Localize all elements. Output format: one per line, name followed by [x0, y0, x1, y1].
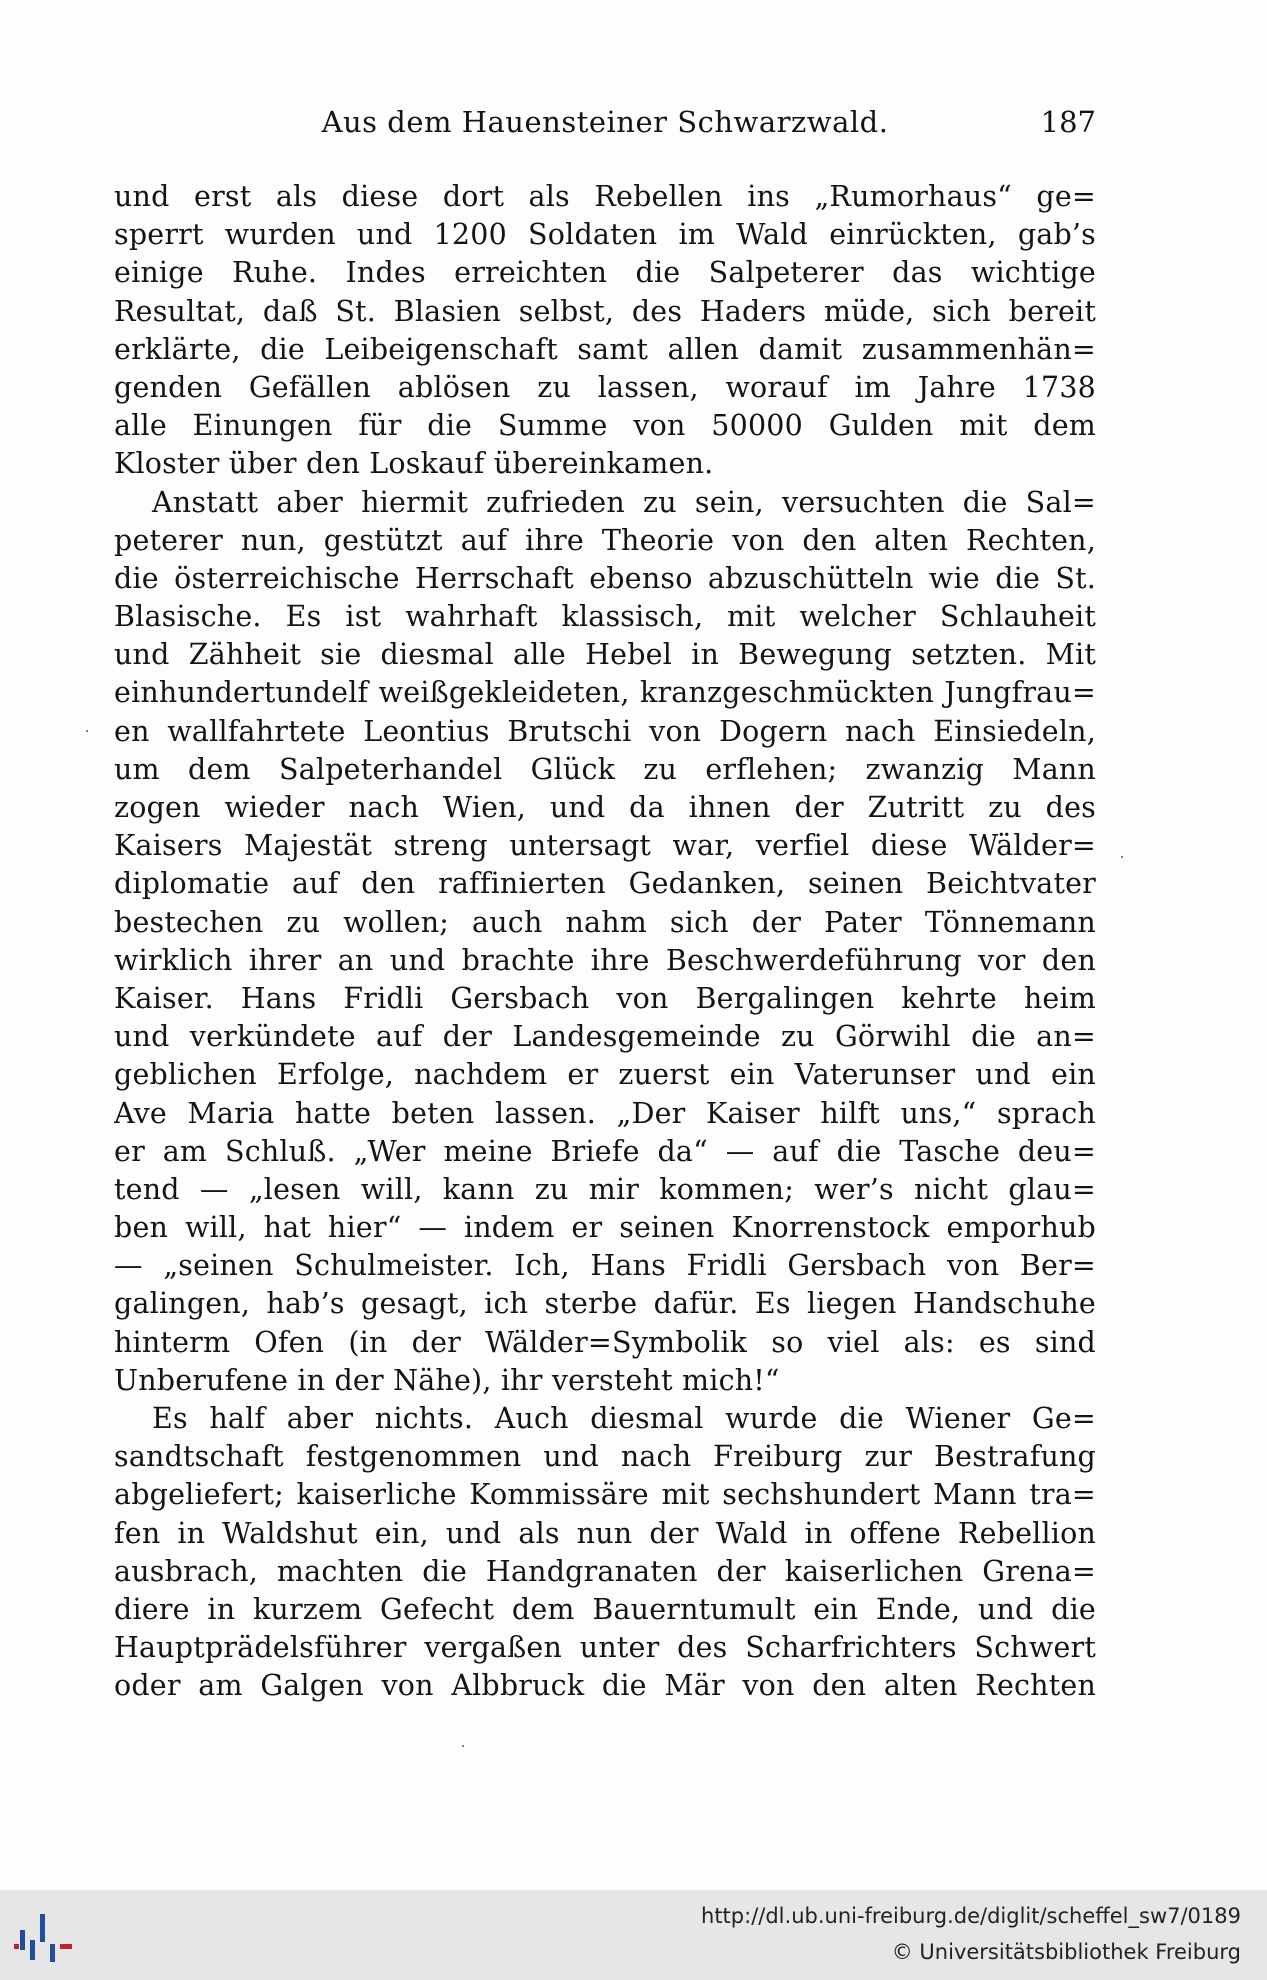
text-line: Hauptprädelsführer vergaßen unter des Scharfrichters Schwert [114, 1631, 1096, 1665]
text-line: oder am Galgen von Albbruck die Mär von den alten Rechten [114, 1669, 1096, 1703]
footer-copyright: © Universitätsbibliothek Freiburg [891, 1940, 1241, 1964]
text-line: Resultat, daß St. Blasien selbst, des Haders müde, sich bereit [114, 294, 1096, 328]
text-line: abgeliefert; kaiserliche Kommissäre mit sechshundert Mann tra= [114, 1478, 1096, 1512]
text-line: genden Gefällen ablösen zu lassen, worauf im Jahre 1738 [114, 370, 1096, 404]
text-line: Kloster über den Loskauf übereinkamen. [114, 447, 714, 481]
text-line: bestechen zu wollen; auch nahm sich der Pater Tönnemann [114, 905, 1096, 939]
text-line: hinterm Ofen (in der Wälder=Symbolik so viel als: es sind [114, 1325, 1096, 1359]
text-line: ben will, hat hier“ — indem er seinen Knorrenstock emporhub [114, 1211, 1096, 1245]
text-line: — „seinen Schulmeister. Ich, Hans Fridli Gersbach von Ber= [114, 1249, 1096, 1283]
scan-speck [1121, 856, 1123, 858]
text-line: und Zähheit sie diesmal alle Hebel in Bewegung setzten. Mit [114, 638, 1096, 672]
text-line: sandtschaft festgenommen und nach Freiburg zur Bestrafung [114, 1440, 1096, 1474]
text-line: geblichen Erfolge, nachdem er zuerst ein Vaterunser und ein [114, 1058, 1096, 1092]
page-number: 187 [1040, 105, 1096, 139]
text-line: Blasische. Es ist wahrhaft klassisch, mit welcher Schlauheit [114, 600, 1096, 634]
text-line: alle Einungen für die Summe von 50000 Gulden mit dem [114, 409, 1096, 443]
ub-freiburg-logo-icon[interactable] [14, 1910, 80, 1964]
text-line: wirklich ihrer an und brachte ihre Beschwerdeführung vor den [114, 943, 1096, 977]
text-line: tend — „lesen will, kann zu mir kommen; wer’s nicht glau= [114, 1172, 1096, 1206]
text-line: erklärte, die Leibeigenschaft samt allen damit zusammenhän= [114, 332, 1096, 366]
text-line: Anstatt aber hiermit zufrieden zu sein, versuchten die Sal= [152, 485, 1096, 519]
body-text [114, 178, 1096, 1706]
text-line: einhundertundelf weißgekleideten, kranzgeschmückten Jungfrau= [114, 676, 1096, 710]
text-line: um dem Salpeterhandel Glück zu erflehen; zwanzig Mann [114, 752, 1096, 786]
running-head [114, 100, 1096, 144]
text-line: Kaiser. Hans Fridli Gersbach von Bergalingen kehrte heim [114, 981, 1096, 1015]
text-line: und verkündete auf der Landesgemeinde zu Görwihl die an= [114, 1020, 1096, 1054]
text-line: die österreichische Herrschaft ebenso abzuschütteln wie die St. [114, 561, 1096, 595]
scan-speck [462, 1745, 464, 1747]
text-line: diplomatie auf den raffinierten Gedanken, seinen Beichtvater [114, 867, 1096, 901]
text-line: Es half aber nichts. Auch diesmal wurde die Wiener Ge= [152, 1402, 1096, 1435]
text-line: Kaisers Majestät streng untersagt war, verfiel diese Wälder= [114, 829, 1096, 863]
footer-url-link[interactable]: http://dl.ub.uni-freiburg.de/diglit/scheffel_sw7/0189 [701, 1904, 1241, 1928]
text-line: en wallfahrtete Leontius Brutschi von Dogern nach Einsiedeln, [114, 714, 1096, 748]
text-line: fen in Waldshut ein, und als nun der Wald in offene Rebellion [114, 1516, 1096, 1550]
running-title: Aus dem Hauensteiner Schwarzwald. [321, 105, 889, 139]
text-line: diere in kurzem Gefecht dem Bauerntumult ein Ende, und die [114, 1592, 1096, 1626]
text-line: peterer nun, gestützt auf ihre Theorie von den alten Rechten, [114, 523, 1096, 557]
text-line: ausbrach, machten die Handgranaten der kaiserlichen Grena= [114, 1554, 1096, 1588]
text-line: Ave Maria hatte beten lassen. „Der Kaiser hilft uns,“ sprach [114, 1096, 1096, 1130]
text-line: sperrt wurden und 1200 Soldaten im Wald einrückten, gab’s [114, 218, 1096, 252]
footer-bar [0, 1890, 1267, 1980]
text-line: einige Ruhe. Indes erreichten die Salpeterer das wichtige [114, 256, 1096, 290]
text-line: galingen, hab’s gesagt, ich sterbe dafür. Es liegen Handschuhe [114, 1287, 1096, 1321]
scan-speck [86, 730, 88, 732]
text-line: er am Schluß. „Wer meine Briefe da“ — auf die Tasche deu= [114, 1134, 1096, 1168]
text-line: Unberufene in der Nähe), ihr versteht mich!“ [114, 1363, 780, 1397]
text-line: und erst als diese dort als Rebellen ins „Rumorhaus“ ge= [114, 180, 1096, 213]
text-line: zogen wieder nach Wien, und da ihnen der Zutritt zu des [114, 791, 1096, 824]
